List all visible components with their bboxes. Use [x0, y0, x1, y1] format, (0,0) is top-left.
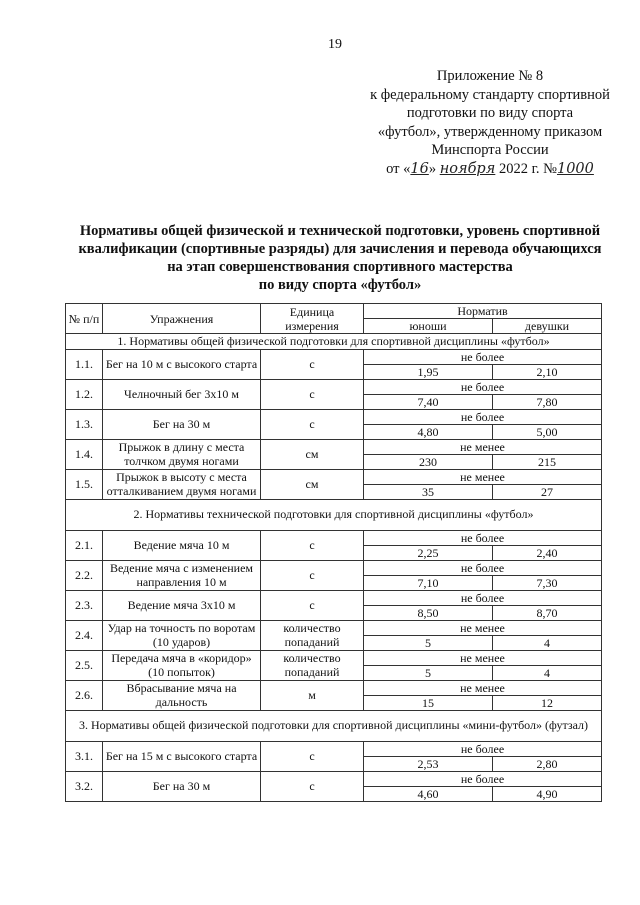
row-exercise: Вбрасывание мяча на дальность [103, 680, 261, 710]
row-num: 3.2. [66, 771, 103, 801]
document-title [40, 222, 640, 294]
row-num: 2.2. [66, 560, 103, 590]
row-boys-value: 2,53 [364, 756, 493, 771]
row-exercise: Ведение мяча 3х10 м [103, 590, 261, 620]
row-boys-value: 5 [364, 635, 493, 650]
row-girls-value: 4 [493, 665, 602, 680]
row-criterion: не более [364, 530, 602, 545]
row-criterion: не более [364, 590, 602, 605]
header-unit: Единица измерения [261, 304, 364, 334]
title-line: Нормативы общей физической и технической подготовки, уровень спортивной [79, 223, 601, 239]
section-title: 1. Нормативы общей физической подготовки для спортивной дисциплины «футбол» [66, 334, 602, 350]
row-exercise: Бег на 30 м [103, 409, 261, 439]
row-criterion: не менее [364, 620, 602, 635]
row-num: 1.3. [66, 409, 103, 439]
row-girls-value: 2,80 [493, 756, 602, 771]
section-title: 3. Нормативы общей физической подготовки для спортивной дисциплины «мини-футбол» (футзал) [66, 710, 602, 741]
row-exercise: Челночный бег 3х10 м [103, 379, 261, 409]
row-exercise: Бег на 30 м [103, 771, 261, 801]
row-unit: см [261, 439, 364, 469]
row-girls-value: 12 [493, 695, 602, 710]
row-num: 2.5. [66, 650, 103, 680]
row-unit: с [261, 771, 364, 801]
row-boys-value: 15 [364, 695, 493, 710]
row-criterion: не более [364, 349, 602, 364]
table-row [66, 741, 602, 756]
header-num: № п/п [66, 304, 103, 334]
row-exercise: Ведение мяча с изменением направления 10 м [103, 560, 261, 590]
row-unit: количество попаданий [261, 650, 364, 680]
appendix-line: подготовки по виду спорта [406, 105, 574, 121]
row-num: 1.1. [66, 349, 103, 379]
table-row [66, 379, 602, 394]
row-num: 2.3. [66, 590, 103, 620]
row-girls-value: 7,80 [493, 394, 602, 409]
appendix-line: Минспорта России [431, 142, 549, 158]
row-unit: м [261, 680, 364, 710]
table-row [66, 560, 602, 575]
table-row [66, 771, 602, 786]
row-exercise: Прыжок в длину с места толчком двумя ногами [103, 439, 261, 469]
row-girls-value: 7,30 [493, 575, 602, 590]
title-line: по виду спорта «футбол» [258, 277, 422, 293]
row-num: 2.4. [66, 620, 103, 650]
row-criterion: не менее [364, 439, 602, 454]
appendix-line: Приложение № 8 [436, 68, 544, 84]
row-exercise: Передача мяча в «коридор» (10 попыток) [103, 650, 261, 680]
row-criterion: не менее [364, 680, 602, 695]
row-unit: с [261, 409, 364, 439]
row-unit: с [261, 379, 364, 409]
row-criterion: не более [364, 409, 602, 424]
row-num: 2.1. [66, 530, 103, 560]
row-girls-value: 2,40 [493, 545, 602, 560]
table-row [66, 439, 602, 454]
row-boys-value: 35 [364, 484, 493, 499]
row-criterion: не менее [364, 650, 602, 665]
table-row [66, 590, 602, 605]
appendix-header [350, 67, 630, 178]
appendix-line: «футбол», утвержденному приказом [377, 123, 603, 140]
row-boys-value: 7,40 [364, 394, 493, 409]
row-num: 2.6. [66, 680, 103, 710]
appendix-line: к федеральному стандарту спортивной [370, 86, 610, 103]
row-unit: с [261, 349, 364, 379]
row-criterion: не менее [364, 469, 602, 484]
row-unit: количество попаданий [261, 620, 364, 650]
row-unit: с [261, 590, 364, 620]
row-boys-value: 1,95 [364, 364, 493, 379]
row-exercise: Удар на точность по воротам (10 ударов) [103, 620, 261, 650]
table-row [66, 469, 602, 484]
handwritten-month: ноября [439, 160, 496, 177]
row-num: 1.2. [66, 379, 103, 409]
row-exercise: Ведение мяча 10 м [103, 530, 261, 560]
table-row [66, 650, 602, 665]
row-girls-value: 27 [493, 484, 602, 499]
title-line: квалификации (спортивные разряды) для зачисления и перевода обучающихся [78, 241, 602, 257]
table-row [66, 620, 602, 635]
row-num: 1.5. [66, 469, 103, 499]
row-girls-value: 5,00 [493, 424, 602, 439]
row-boys-value: 7,10 [364, 575, 493, 590]
table-row [66, 530, 602, 545]
row-num: 1.4. [66, 439, 103, 469]
header-boys: юноши [364, 319, 493, 334]
row-exercise: Бег на 15 м с высокого старта [103, 741, 261, 771]
row-girls-value: 2,10 [493, 364, 602, 379]
row-boys-value: 4,60 [364, 786, 493, 801]
table-row [66, 409, 602, 424]
row-num: 3.1. [66, 741, 103, 771]
row-boys-value: 4,80 [364, 424, 493, 439]
row-criterion: не более [364, 741, 602, 756]
table-row [66, 349, 602, 364]
row-criterion: не более [364, 771, 602, 786]
row-exercise: Прыжок в высоту с места отталкиванием двумя ногами [103, 469, 261, 499]
header-exercise: Упражнения [103, 304, 261, 334]
header-norm: Норматив [364, 304, 602, 319]
row-girls-value: 8,70 [493, 605, 602, 620]
header-girls: девушки [493, 319, 602, 334]
order-date-line: от «16» ноября 2022 г. №1000 [386, 160, 594, 177]
row-unit: с [261, 560, 364, 590]
handwritten-number: 1000 [556, 160, 594, 177]
row-girls-value: 4 [493, 635, 602, 650]
row-unit: с [261, 530, 364, 560]
row-exercise: Бег на 10 м с высокого старта [103, 349, 261, 379]
section-title: 2. Нормативы технической подготовки для спортивной дисциплины «футбол» [66, 499, 602, 530]
handwritten-day: 16 [410, 160, 429, 177]
row-criterion: не более [364, 560, 602, 575]
row-boys-value: 8,50 [364, 605, 493, 620]
row-boys-value: 5 [364, 665, 493, 680]
row-criterion: не более [364, 379, 602, 394]
row-boys-value: 230 [364, 454, 493, 469]
row-unit: с [261, 741, 364, 771]
page-number: 19 [328, 37, 342, 52]
row-girls-value: 215 [493, 454, 602, 469]
row-boys-value: 2,25 [364, 545, 493, 560]
row-unit: см [261, 469, 364, 499]
table-row [66, 680, 602, 695]
title-line: на этап совершенствования спортивного мастерства [167, 259, 513, 275]
row-girls-value: 4,90 [493, 786, 602, 801]
norms-table [65, 303, 602, 802]
